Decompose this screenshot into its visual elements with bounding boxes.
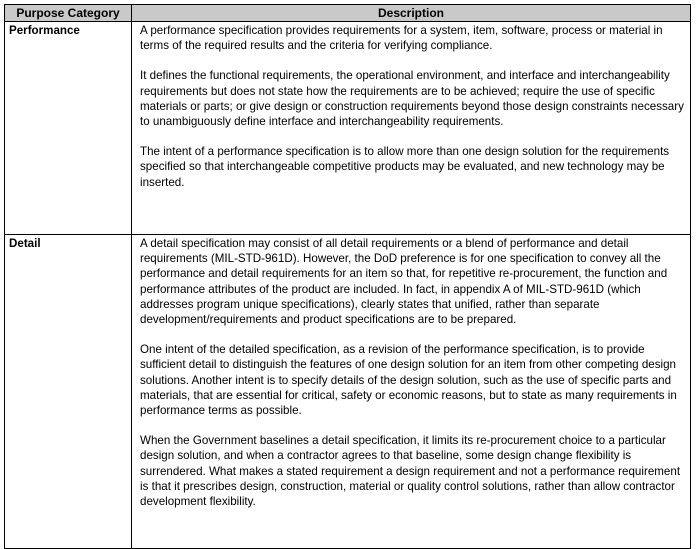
table-row-performance (5, 22, 691, 235)
header-row (5, 5, 691, 22)
description-paragraph: One intent of the detailed specification, as a revision of the performance specification, is to provide sufficient detail to distinguish the features of one design solution for an item from other competing design solutions. Another intent is to specify details of the design solution, such as the use of specific parts and materials, that are essential for critical, safety or economic reasons, but to state as many requirements in performance terms as possible. (140, 343, 677, 418)
table-header (5, 5, 691, 22)
purpose-category-table (4, 4, 691, 549)
description-paragraph: When the Government baselines a detail specification, it limits its re-procurement choice to a particular design solution, and when a contractor agrees to that baseline, some design change flexibility is surrendered. What makes a stated requirement a design requirement and not a performance requirement is that it prescribes design, construction, material or quality control solutions, rather than allow contractor development flexibility. (140, 434, 681, 509)
category-cell-performance: Performance (5, 22, 132, 235)
table-body (5, 22, 691, 549)
description-paragraph: A performance specification provides requirements for a system, item, software, process or material in terms of the required results and the criteria for verifying compliance. (140, 24, 663, 53)
header-purpose-category: Purpose Category (5, 5, 132, 22)
header-description: Description (132, 5, 691, 22)
description-paragraph: It defines the functional requirements, the operational environment, and interface and interchangeability requirements but does not state how the requirements are to be achieved; require the use of specific materials or parts; or give design or construction requirements beyond those design constraints necessary to unambiguously define interface and interchangeability requirements. (140, 69, 684, 129)
description-paragraph: The intent of a performance specification is to allow more than one design solution for the requirements specified so that interchangeable competitive products may be evaluated, and new technology may be inserted. (140, 145, 670, 189)
description-paragraph: A detail specification may consist of all detail requirements or a blend of performance and detail requirements (MIL-STD-961D). However, the DoD preference is for one specification to convey all the performance and detail requirements for an item so that, for repetitive re-procurement, the function and performance attributes of the product are included. In fact, in appendix A of MIL-STD-961D (which addresses program unique specifications), clearly states that unified, rather than separate development/requirements and product specifications are to be prepared. (140, 237, 668, 327)
description-cell-performance (132, 22, 691, 235)
table-row-detail (5, 235, 691, 549)
description-cell-detail (132, 235, 691, 549)
category-cell-detail: Detail (5, 235, 132, 549)
